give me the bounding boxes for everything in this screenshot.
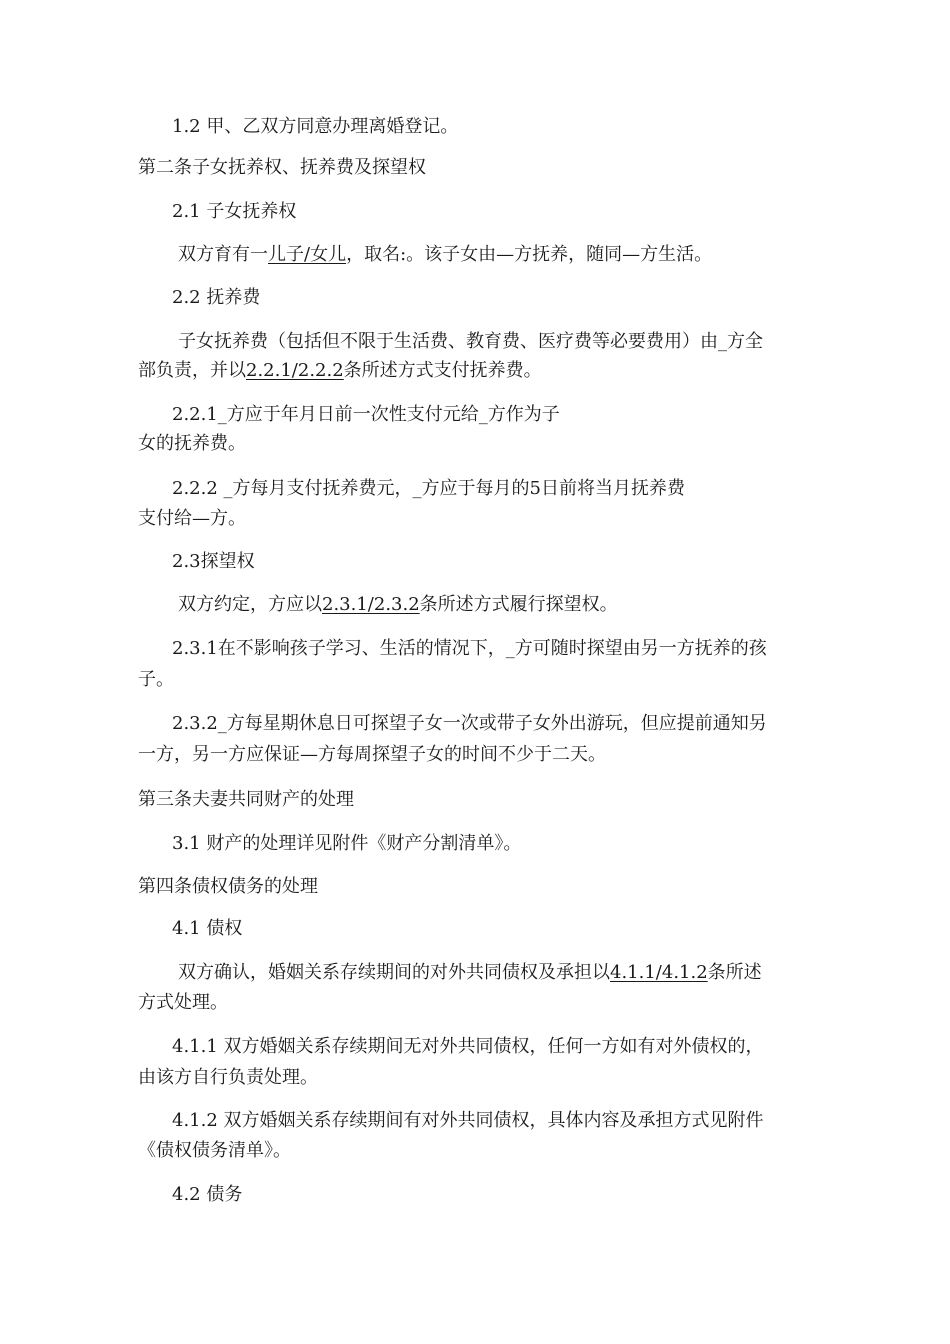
clause-4-1-text-line-1 <box>178 962 762 984</box>
underlined-reference: 4.1.1/4.1.2 <box>610 962 708 983</box>
clause-2-2-1-line-2: 女的抚养费。 <box>138 433 246 454</box>
clause-2-3-1-line-2: 子。 <box>138 669 174 690</box>
text-run: 条所述方式支付抚养费。 <box>343 360 542 381</box>
article-4-heading: 第四条债权债务的处理 <box>138 876 318 897</box>
text-run: 条所述 <box>707 962 762 983</box>
clause-2-3-2-line-2: 一方，另一方应保证—方每周探望子女的时间不少于二天。 <box>138 744 606 765</box>
clause-2-3-heading: 2.3探望权 <box>172 551 255 572</box>
clause-2-2-2-line-1: 2.2.2 _方每月支付抚养费元，_方应于每月的5日前将当月抚养费 <box>172 478 685 499</box>
underlined-reference: 2.3.1/2.3.2 <box>322 594 420 615</box>
clause-4-1-2-line-1: 4.1.2 双方婚姻关系存续期间有对外共同债权，具体内容及承担方式见附件 <box>172 1110 764 1131</box>
clause-2-2-1-line-1: 2.2.1_方应于年月日前一次性支付元给_方作为子 <box>172 404 560 425</box>
text-run: 双方约定，方应以 <box>178 594 322 615</box>
text-run: 双方确认，婚姻关系存续期间的对外共同债权及承担以 <box>178 962 610 983</box>
clause-4-1-1-line-2: 由该方自行负责处理。 <box>138 1067 318 1088</box>
text-run: 双方育有一 <box>178 244 268 265</box>
clause-4-1-heading: 4.1 债权 <box>172 918 243 939</box>
clause-2-3-text <box>178 594 618 616</box>
article-3-heading: 第三条夫妻共同财产的处理 <box>138 789 354 810</box>
text-run: 条所述方式履行探望权。 <box>419 594 618 615</box>
clause-2-2-heading: 2.2 抚养费 <box>172 287 261 308</box>
clause-4-2-heading: 4.2 债务 <box>172 1184 243 1205</box>
clause-3-1: 3.1 财产的处理详见附件《财产分割清单》。 <box>172 833 522 854</box>
underlined-term: 儿子/女儿 <box>268 244 347 265</box>
clause-2-1-text <box>178 244 712 266</box>
clause-2-3-2-line-1: 2.3.2_方每星期休息日可探望子女一次或带子女外出游玩，但应提前通知另 <box>172 713 767 734</box>
clause-2-1-heading: 2.1 子女抚养权 <box>172 201 297 222</box>
text-run: 部负责，并以 <box>138 360 246 381</box>
clause-2-2-text-line-2 <box>138 360 542 382</box>
clause-2-3-1-line-1: 2.3.1在不影响孩子学习、生活的情况下，_方可随时探望由另一方抚养的孩 <box>172 638 767 659</box>
clause-4-1-text-line-2: 方式处理。 <box>138 992 228 1013</box>
clause-4-1-1-line-1: 4.1.1 双方婚姻关系存续期间无对外共同债权，任何一方如有对外债权的， <box>172 1036 764 1057</box>
clause-2-2-2-line-2: 支付给—方。 <box>138 508 246 529</box>
article-2-heading: 第二条子女抚养权、抚养费及探望权 <box>138 157 426 178</box>
clause-1-2: 1.2 甲、乙双方同意办理离婚登记。 <box>172 116 459 137</box>
underlined-reference: 2.2.1/2.2.2 <box>246 360 344 381</box>
text-run: ，取名:。该子女由—方抚养，随同—方生活。 <box>346 244 713 265</box>
clause-4-1-2-line-2: 《债权债务清单》。 <box>138 1140 291 1161</box>
clause-2-2-text-line-1: 子女抚养费（包括但不限于生活费、教育费、医疗费等必要费用）由_方全 <box>178 331 763 352</box>
